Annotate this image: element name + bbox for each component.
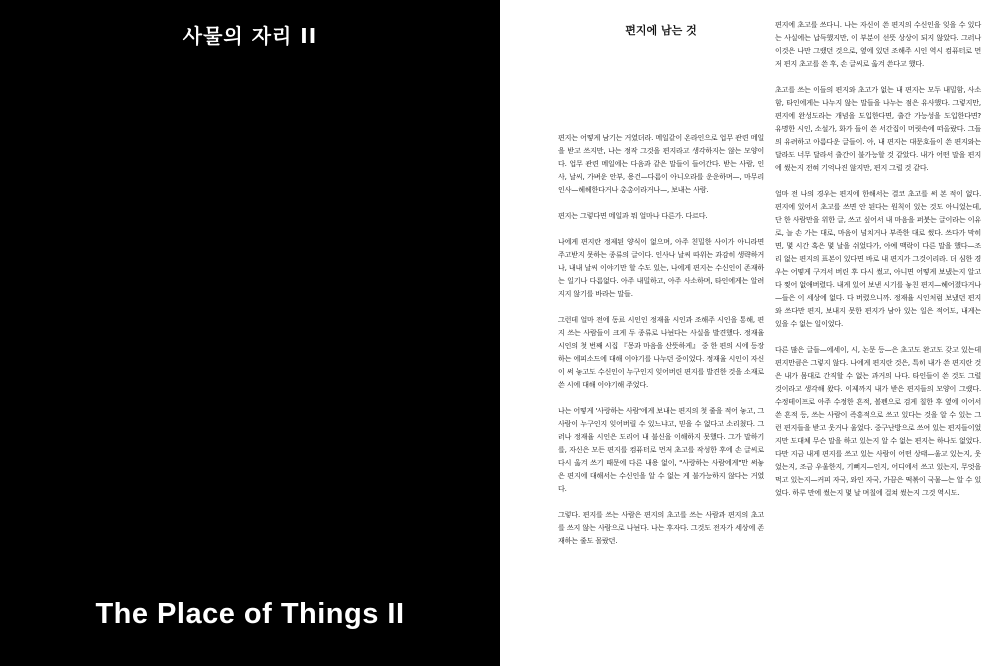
english-title: The Place of Things II xyxy=(95,598,405,630)
paragraph: 얼마 전 나의 경우는 편지에 한해서는 결코 초고를 써 본 적이 없다. 편지에 있어서 초고를 쓰면 안 된다는 원칙이 있는 것도 아니었는데, 단 한 사람만을 위한 글, 쓰고 싶어서 내 마음을 퍼붓는 글이라는 이유로, 늘 손 가는 대로, 마음이 넘치거나 부족한 대로 썼다. 쓰다가 막히면, 몇 시간 혹은 몇 날을 쉬었다가, 아예 맥락이 다른 말을 했다—조리 없는 편지의 표본이 있다면 바로 내 편지가 그것이리라. 더 심한 경우는 어떻게 구겨서 버린 후 다시 썼고, 아니면 어떻게 보냈는지 알고 다 찢어 없애버렸다. 내게 있어 보낸 시기를 놓친 편지—헤어졌다거나—들은 이 세상에 없다. 다 버렸으니까. 정재율 시인처럼 보냈던 편지와 쓰다만 편지, 보내지 못한 편지가 남아 있는 일은 적어도, 내게는 있을 수 없는 일이었다. xyxy=(775,189,981,328)
paragraph: 초고를 쓰는 이들의 편지와 초고가 없는 내 편지는 모두 내밀함, 사소함, 타인에게는 나누지 않는 말들을 나누는 점은 유사했다. 그렇지만, 편지에 완성도라는 개념을 도입한다면, 출간 가능성을 도입한다면? 유명한 시인, 소설가, 화가 들이 쓴 서간집이 머릿속에 떠올랐다. 그들의 유려하고 아름다운 글들이. 아, 내 편지는 대문호들이 쓴 편지와는 달라도 너무 달라서 출간이 불가능할 것 같았다. 내가 어떤 말을 편지에 썼는지 전혀 기억나진 않지만, 편지 그럴 것 같다. xyxy=(775,85,981,172)
paragraph: 편지는 어떻게 남기는 거였더라. 메일같이 온라인으로 업무 관련 메일을 받고 쓰지만, 나는 정작 그것을 편지라고 생각하지는 않는 모양이다. 업무 관련 메일에는 다음과 같은 말들이 들어간다. 받는 사람, 인사, 날씨, 가벼운 안부, 용건—다름이 아니오라를 운운하며—, 마무리 인사—헤헤한다거나 총총이라거나—, 보내는 사람. xyxy=(558,133,764,194)
paragraph: 그렇다. 편지를 쓰는 사람은 편지의 초고를 쓰는 사람과 편지의 초고를 쓰지 않는 사람으로 나뉜다. 나는 후자다. 그것도 전자가 세상에 존재하는 줄도 몰랐던. xyxy=(558,510,764,545)
paragraph: 편지에 초고를 쓰다니. 나는 자신이 쓴 편지의 수신인을 잊을 수 있다는 사실에는 납득했지만, 이 부분이 선뜻 상상이 되지 않았다. 그러나 이것은 나만 그랬던 것으로, 옆에 있던 조해주 시인 역시 컴퓨터로 먼저 편지 초고를 쓴 후, 손 글씨로 옮겨 쓴다고 했다. xyxy=(775,20,981,68)
paragraph: 나는 어떻게 '사랑하는 사람'에게 보내는 편지의 첫 줄을 적어 놓고, 그 사람이 누구인지 잊어버릴 수 있느냐고, 믿을 수 없다고 소리쳤다. 그러나 정재율 시인은 도리어 내 불신을 이해하지 못했다. 그가 말하기를, 자신은 모든 편지를 컴퓨터로 먼저 초고를 작성한 후에 손 글씨로 다시 옮겨 쓰기 때문에 다른 내용 없이, "사랑하는 사람에게"만 써놓은 편지에 대해서는 수신인을 알 수 없는 게 불가능하지 않다는 거였다. xyxy=(558,406,764,493)
text-column-left xyxy=(558,131,764,560)
paragraph: 나에게 편지란 정제된 양식이 없으며, 아주 친밀한 사이가 아니라면 주고받지 못하는 종류의 글이다. 인사나 날씨 따위는 과감히 생략하거나, 내내 날씨 이야기만 할 수도 있는, 나에게 편지는 수신인이 존재하는 일기나 다름없다. 아주 내밀하고, 아주 사소하며, 타인에게는 알려지지 않기를 바라는 말들. xyxy=(558,237,764,298)
text-column-right xyxy=(775,18,981,512)
korean-title: 사물의 자리 II xyxy=(182,24,318,48)
paragraph: 그런데 얼마 전에 동료 시인인 정재율 시인과 조해주 시인을 통해, 편지 쓰는 사람들이 크게 두 종류로 나뉜다는 사실을 발견했다. 정재율 시인의 첫 번째 시집 『몽과 마음을 산뜻하게』 중 한 편의 시에 등장하는 에피소드에 대해 이야기를 나누던 중이었다. 정재율 시인이 자신이 써 놓고도 수신인이 누구인지 잊어버린 편지를 발견한 것을 소재로 쓴 시에 대해 이야기해 주었다. xyxy=(558,315,764,389)
right-page xyxy=(500,0,1000,666)
paragraph: 다른 많은 글들—에세이, 시, 논문 등—은 초고도 완고도 갖고 있는데 편지만큼은 그렇지 않다. 나에게 편지란 것은, 특히 내가 쓴 편지란 것은 내가 몸대로 간직할 수 없는 과거의 나다. 타인들이 쓴 것도 그럴 것이라고 생각해 왔다. 이제까지 내가 받은 편지들의 모양이 그랬다. 수정테이프로 아주 수정한 흔적, 볼펜으로 검게 칠한 후 옆에 이어서 쓴 흔적 등, 쓰는 사람이 즉흥적으로 쓰고 있다는 것을 알 수 있는 그런 편지들을 받고 웃거나 울었다. 중구난방으로 쓰여 있는 편지들이었지만 도대체 무슨 말을 하고 있는지 알 수 없는 편지는 하나도 없었다. 다만 지금 내게 편지를 쓰고 있는 사람이 어떤 상태—울고 있는지, 웃었는지, 조금 우울한지, 기뻐지—인지, 어디에서 쓰고 있는지, 무엇을 먹고 있는지—커피 자국, 와인 자국, 가끔은 떡볶이 국물—는 알 수 있었다. 하루 만에 썼는지 몇 날 며칠에 걸쳐 썼는지 그것 역시도. xyxy=(775,345,981,497)
paragraph: 편지는 그렇다면 메일과 뭐 얼마나 다른가. 다르다. xyxy=(558,211,708,220)
article-heading: 편지에 남는 것 xyxy=(625,24,697,37)
